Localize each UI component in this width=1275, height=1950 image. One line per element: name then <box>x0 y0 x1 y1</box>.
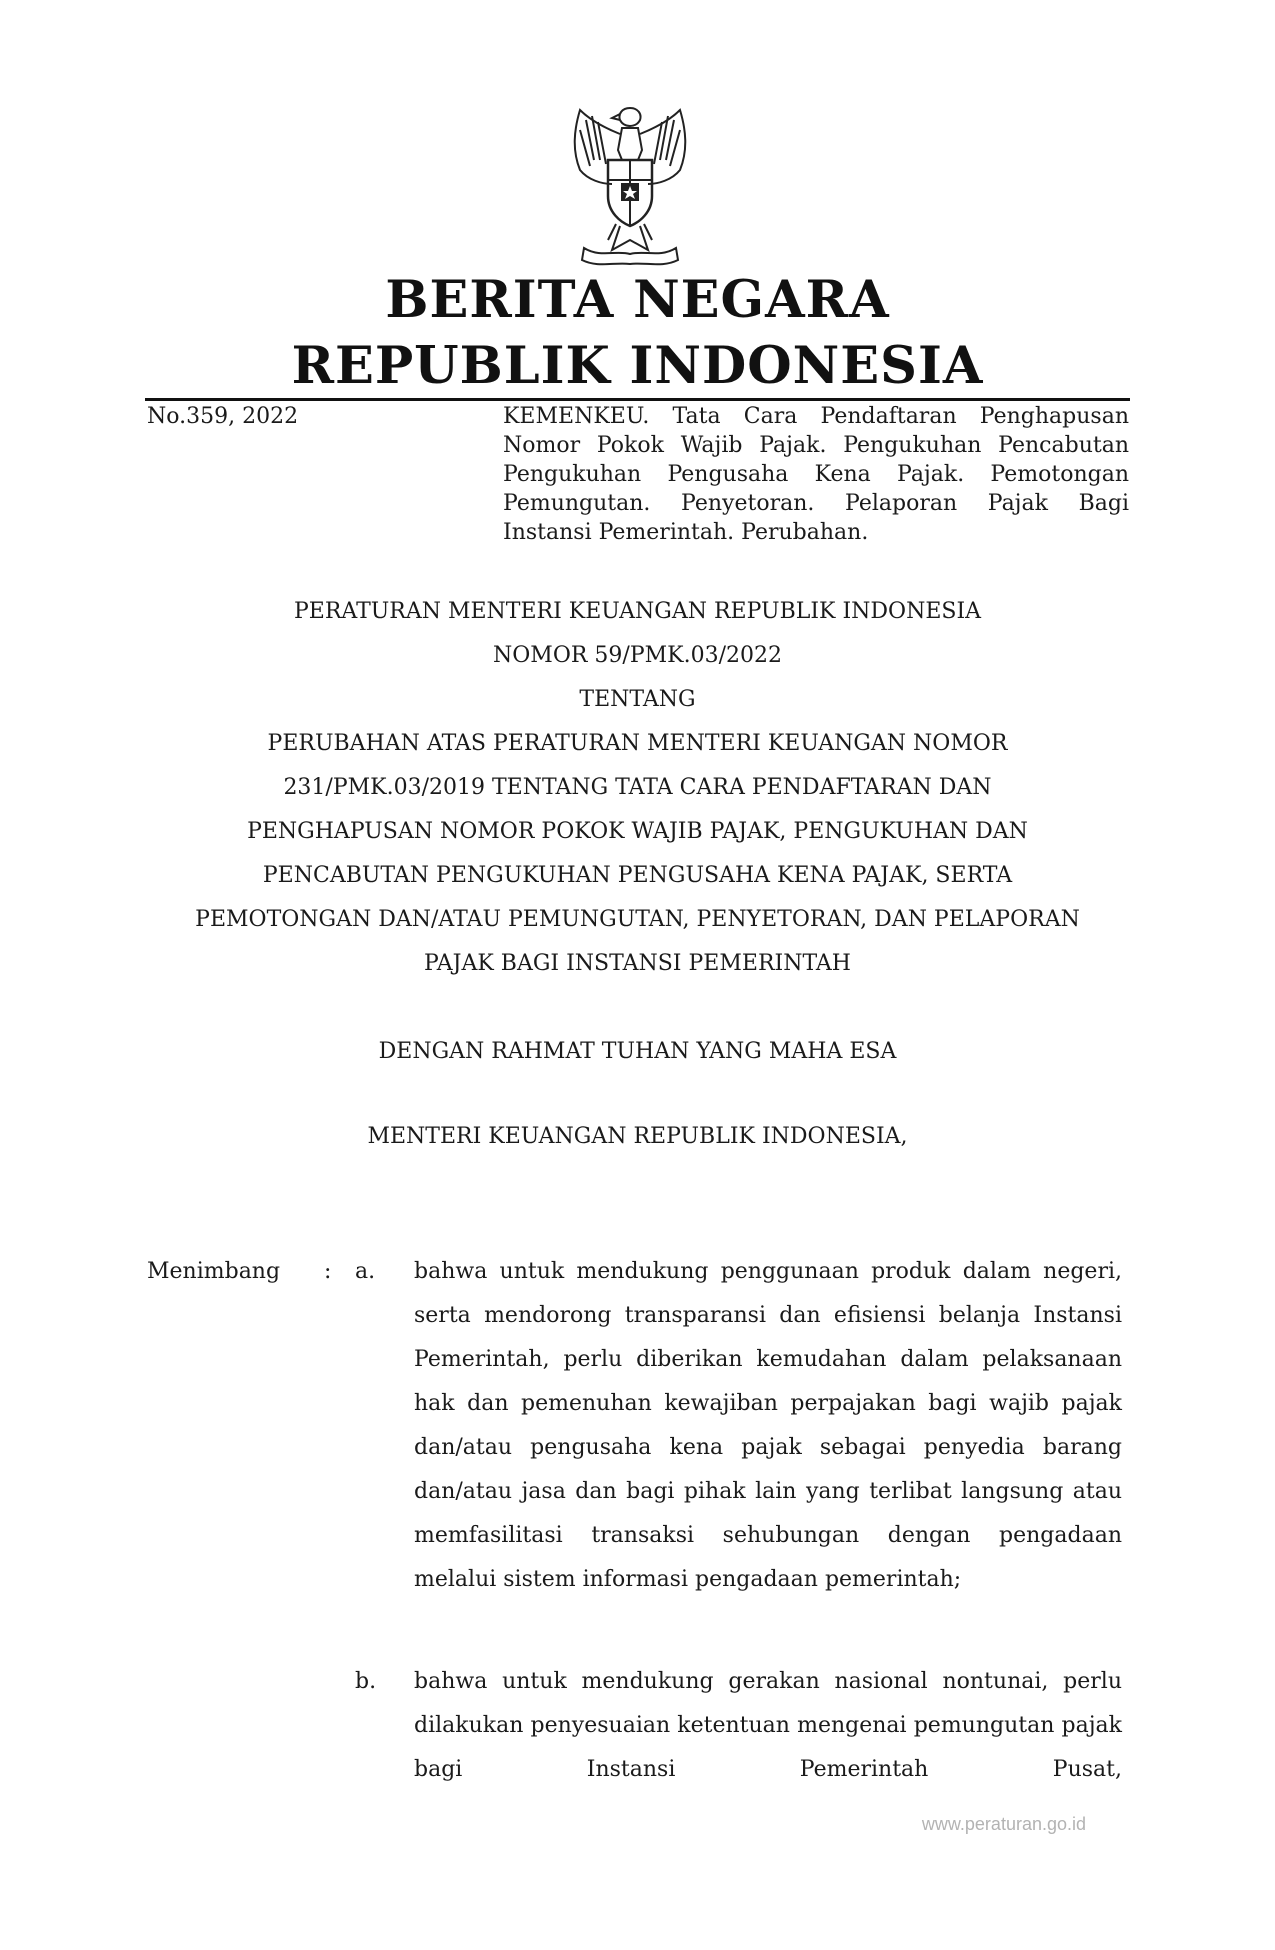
regulation-line: 231/PMK.03/2019 TENTANG TATA CARA PENDAFTARAN DAN <box>283 775 992 800</box>
regulation-line: PEMOTONGAN DAN/ATAU PEMUNGUTAN, PENYETORAN, DAN PELAPORAN <box>195 907 1080 932</box>
garuda-emblem-icon <box>550 100 710 270</box>
regulation-line: PERATURAN MENTERI KEUANGAN REPUBLIK INDONESIA <box>293 599 982 624</box>
regulation-line: TENTANG <box>579 687 696 712</box>
item-letter: b. <box>355 1669 377 1694</box>
regulation-line: PENGHAPUSAN NOMOR POKOK WAJIB PAJAK, PENGUKUHAN DAN <box>247 819 1028 844</box>
masthead-title: BERITA NEGARA <box>385 270 890 330</box>
invocation: DENGAN RAHMAT TUHAN YANG MAHA ESA <box>378 1039 897 1064</box>
considering-colon: : <box>324 1259 332 1284</box>
regulation-line: PAJAK BAGI INSTANSI PEMERINTAH <box>424 951 851 976</box>
regulation-line: PERUBAHAN ATAS PERATURAN MENTERI KEUANGAN NOMOR <box>267 731 1008 756</box>
considering-label: Menimbang <box>147 1259 281 1284</box>
regulation-line: PENCABUTAN PENGUKUHAN PENGUSAHA KENA PAJAK, SERTA <box>262 863 1013 888</box>
source-url: www.peraturan.go.id <box>921 1814 1086 1834</box>
regulation-title <box>145 590 1130 986</box>
masthead-subtitle: REPUBLIK INDONESIA <box>291 336 984 396</box>
issuing-authority: MENTERI KEUANGAN REPUBLIK INDONESIA, <box>367 1124 908 1149</box>
header-divider <box>145 398 1130 401</box>
item-letter: a. <box>355 1259 376 1284</box>
item-text: bahwa untuk mendukung gerakan nasional nontunai, perlu dilakukan penyesuaian ketentuan mengenai pemungutan pajak bagi Instansi Pemerintah Pusat, <box>414 1669 1122 1782</box>
item-text: bahwa untuk mendukung penggunaan produk dalam negeri, serta mendorong transparansi dan efisiensi belanja Instansi Pemerintah, perlu diberikan kemudahan dalam pelaksanaan hak dan pemenuhan kewajiban perpajakan bagi wajib pajak dan/atau pengusaha kena pajak sebagai penyedia barang dan/atau jasa dan bagi pihak lain yang terlibat langsung atau memfasilitasi transaksi sehubungan dengan pengadaan melalui sistem informasi pengadaan pemerintah; <box>414 1259 1122 1592</box>
document-summary: KEMENKEU. Tata Cara Pendaftaran Penghapusan Nomor Pokok Wajib Pajak. Pengukuhan Pencabutan Pengukuhan Pengusaha Kena Pajak. Pemotongan Pemungutan. Penyetoran. Pelaporan Pajak Bagi Instansi Pemerintah. Perubahan. <box>503 404 1129 545</box>
document-number: No.359, 2022 <box>147 404 299 429</box>
regulation-number: NOMOR 59/PMK.03/2022 <box>493 643 782 668</box>
